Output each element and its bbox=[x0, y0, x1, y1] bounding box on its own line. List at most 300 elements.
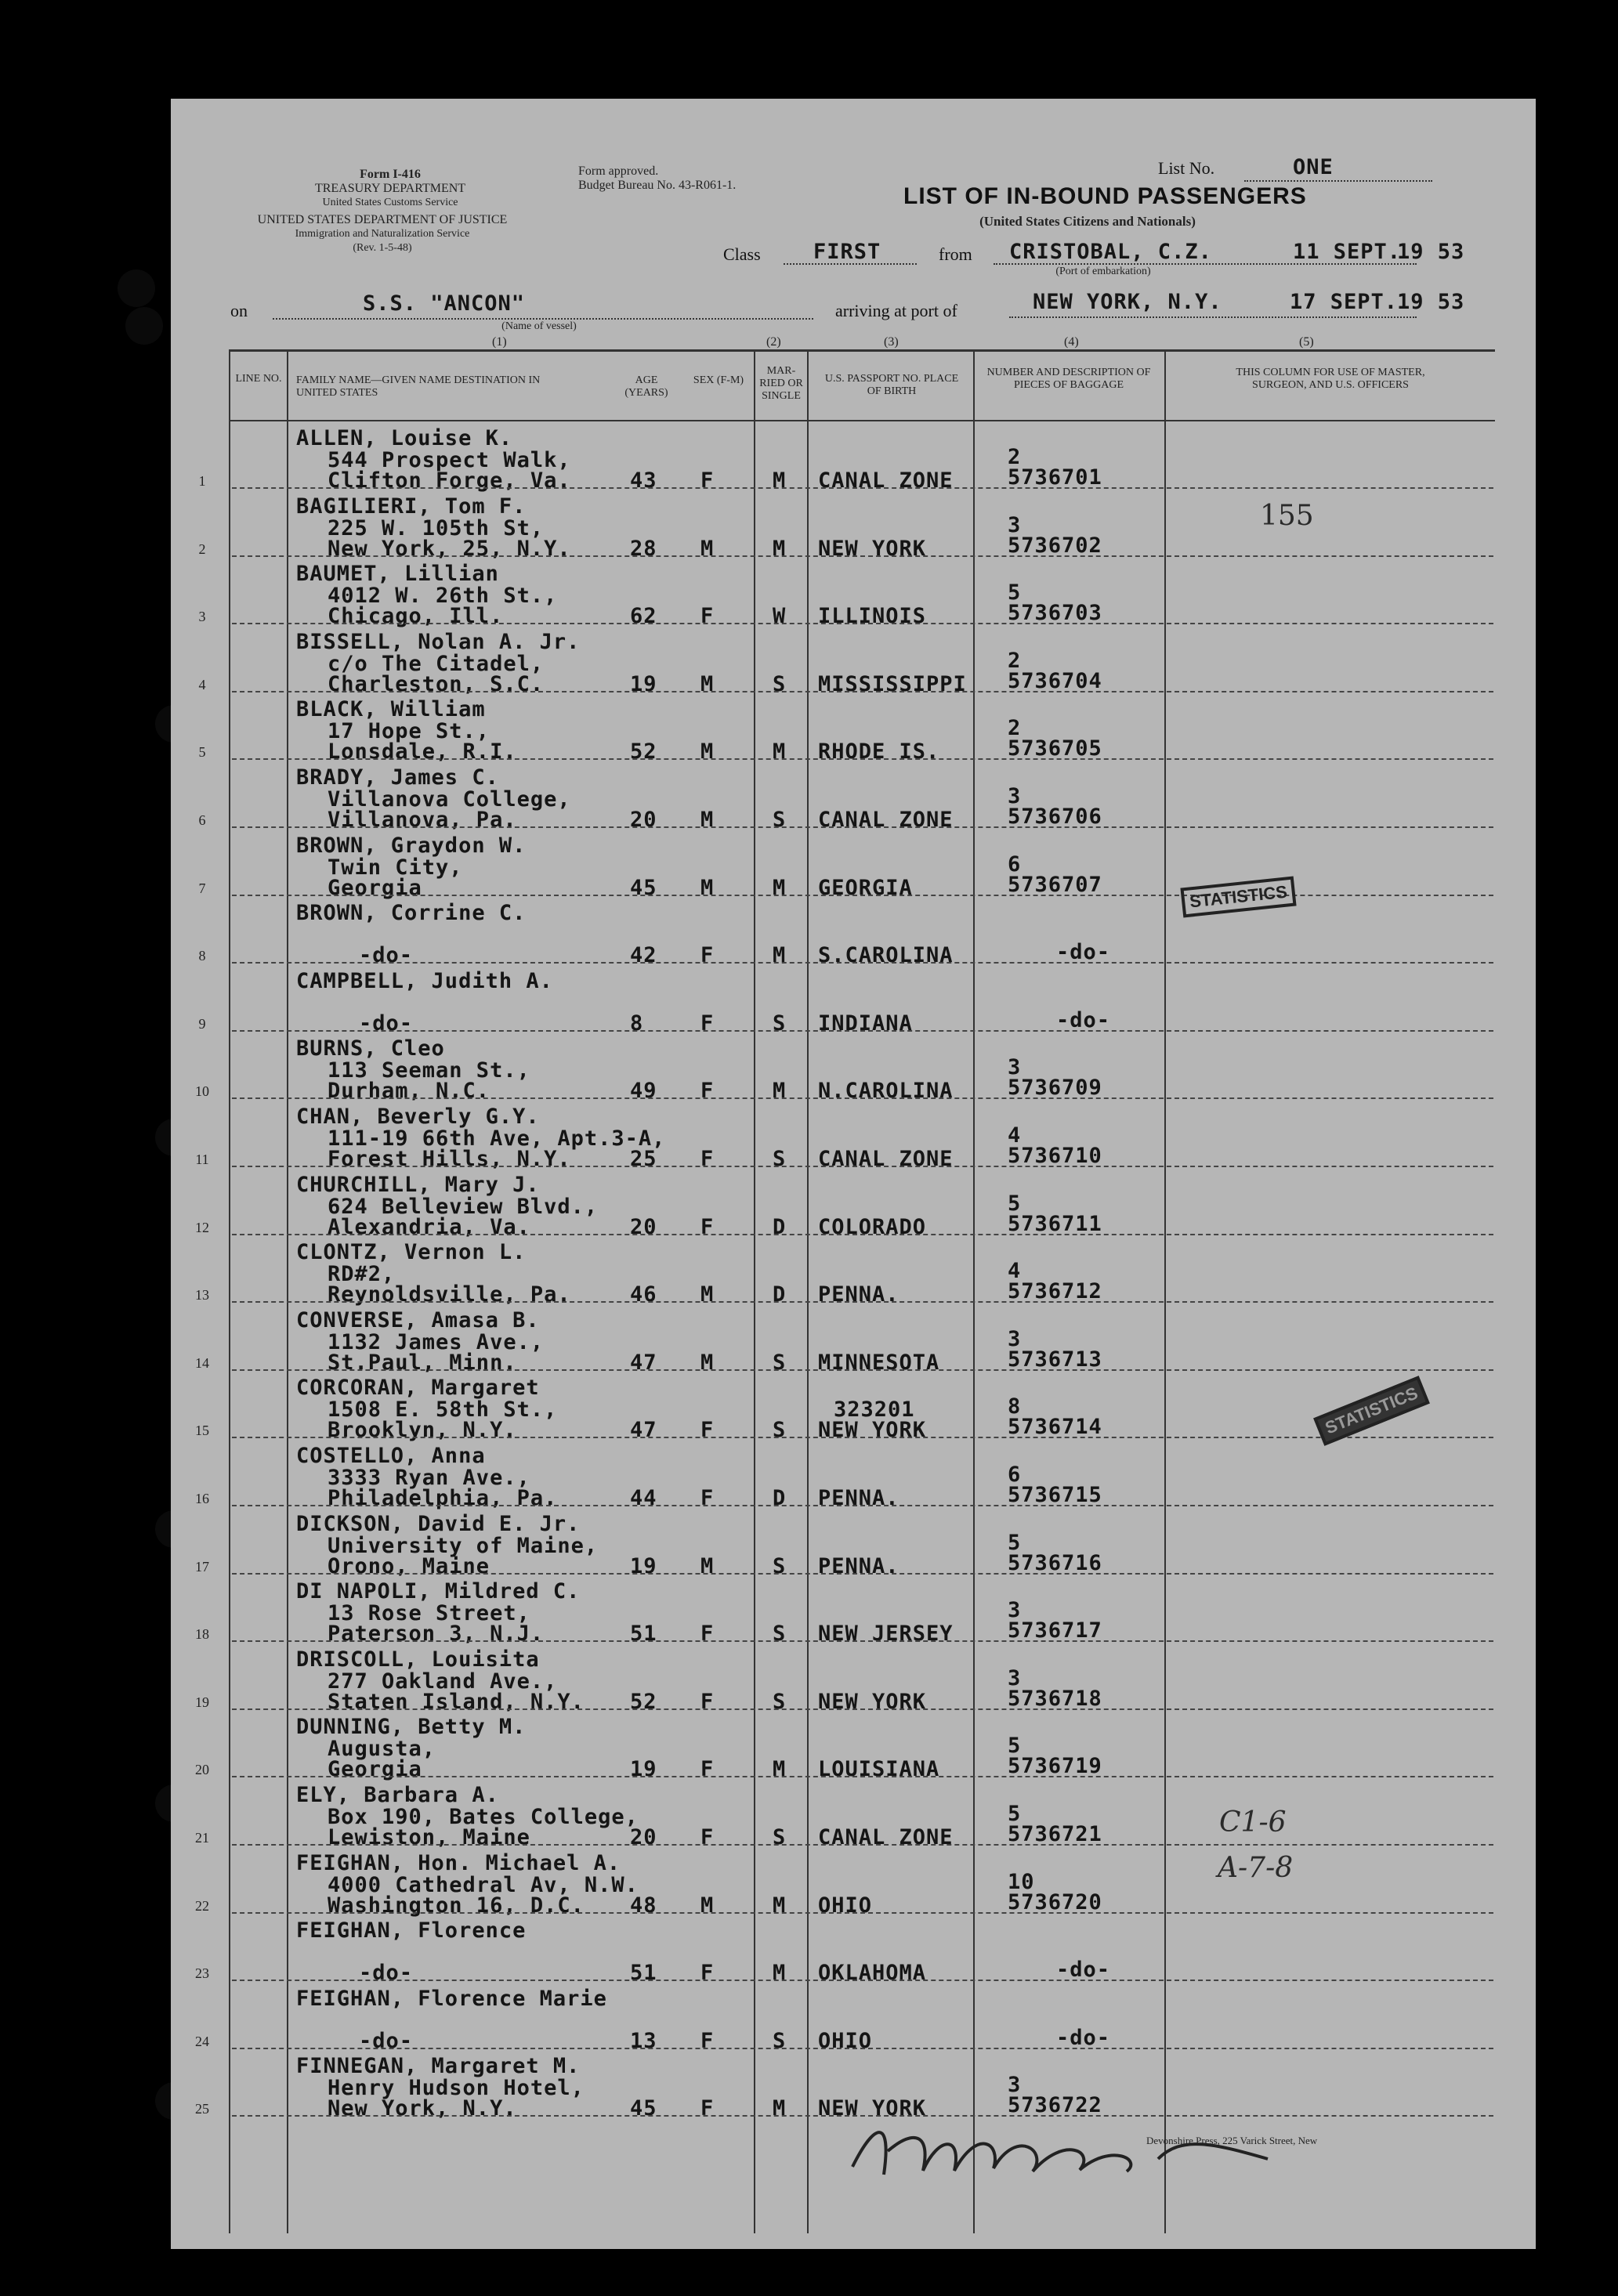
column-number-2: (2) bbox=[766, 335, 781, 349]
form-approved: Form approved. bbox=[578, 165, 659, 178]
address-line: 225 W. 105th St, bbox=[328, 515, 545, 541]
from-label: from bbox=[939, 244, 972, 264]
baggage-count: 3 bbox=[1008, 784, 1022, 808]
baggage-number: -do- bbox=[1056, 1958, 1111, 1983]
table-row bbox=[171, 421, 1536, 493]
baggage-number: 5736715 bbox=[1008, 1483, 1102, 1507]
sex-value: F bbox=[700, 1825, 715, 1849]
line-number: 16 bbox=[195, 1491, 209, 1506]
sex-value: F bbox=[700, 2028, 715, 2053]
birthplace: MINNESOTA bbox=[818, 1350, 940, 1375]
baggage-number: 5736721 bbox=[1008, 1822, 1102, 1846]
baggage-count: 10 bbox=[1008, 1869, 1035, 1894]
table-row bbox=[171, 1507, 1536, 1578]
address-city: New York, N.Y. bbox=[328, 2096, 517, 2121]
birthplace: N.CAROLINA bbox=[818, 1079, 954, 1104]
age-value: 42 bbox=[630, 943, 657, 968]
marital-status: W bbox=[773, 604, 787, 629]
baggage-count: 2 bbox=[1008, 648, 1022, 673]
baggage-number: 5736720 bbox=[1008, 1889, 1102, 1915]
address-line: 113 Seeman St., bbox=[328, 1058, 530, 1083]
baggage-number: -do- bbox=[1056, 2025, 1111, 2050]
table-row bbox=[171, 692, 1536, 765]
sex-value: M bbox=[700, 1350, 715, 1375]
age-value: 62 bbox=[630, 604, 657, 629]
address-city: -do- bbox=[359, 943, 414, 968]
address-line: 17 Hope St., bbox=[328, 719, 490, 744]
form-number: Form I-416 bbox=[360, 168, 421, 181]
passenger-name: BRADY, James C. bbox=[296, 765, 499, 790]
marital-status: M bbox=[773, 536, 787, 561]
age-value: 52 bbox=[630, 1689, 657, 1714]
marital-status: S bbox=[773, 1147, 787, 1171]
marital-status: S bbox=[773, 1553, 787, 1578]
baggage-count: 2 bbox=[1008, 445, 1022, 469]
address-city: Philadelphia, Pa. bbox=[328, 1486, 558, 1510]
address-line: RD#2, bbox=[328, 1262, 396, 1287]
address-line: Box 190, Bates College, bbox=[328, 1805, 639, 1829]
marital-status: M bbox=[773, 875, 787, 900]
birthplace: NEW YORK bbox=[818, 536, 927, 561]
age-value: 47 bbox=[630, 1350, 657, 1375]
address-line: Twin City, bbox=[328, 855, 463, 880]
address-line: c/o The Citadel, bbox=[328, 651, 545, 676]
arriving-label: arriving at port of bbox=[835, 301, 957, 320]
baggage-count: 5 bbox=[1008, 1530, 1022, 1555]
customs-service: United States Customs Service bbox=[322, 197, 458, 208]
table-row bbox=[171, 1778, 1536, 1849]
passenger-name: FINNEGAN, Margaret M. bbox=[296, 2054, 581, 2079]
sex-value: F bbox=[700, 1757, 715, 1782]
baggage-number: 5736709 bbox=[1008, 1076, 1102, 1101]
age-value: 46 bbox=[630, 1282, 657, 1307]
birthplace: NEW YORK bbox=[818, 2096, 927, 2121]
handwritten-note: A-7-8 bbox=[1218, 1852, 1294, 1884]
line-number: 9 bbox=[198, 1015, 206, 1032]
line-number: 14 bbox=[195, 1354, 209, 1371]
arrival-port: NEW YORK, N.Y. bbox=[1033, 290, 1222, 314]
arrival-year: 19 53 bbox=[1397, 290, 1465, 314]
sex-value: F bbox=[700, 468, 715, 493]
line-number: 23 bbox=[195, 1965, 209, 1982]
address-city: Paterson 3, N.J. bbox=[328, 1622, 545, 1647]
marital-status: S bbox=[773, 1689, 787, 1714]
passenger-name: CORCORAN, Margaret bbox=[296, 1376, 540, 1401]
birthplace: NEW JERSEY bbox=[818, 1622, 954, 1647]
arrival-underline bbox=[1009, 316, 1417, 318]
address-city: Lewiston, Maine bbox=[328, 1825, 530, 1849]
line-number: 25 bbox=[195, 2101, 209, 2117]
birthplace: CANAL ZONE bbox=[818, 468, 954, 493]
age-value: 8 bbox=[630, 1011, 644, 1036]
marital-status: S bbox=[773, 1418, 787, 1443]
address-city: Durham, N.C. bbox=[328, 1079, 490, 1104]
printer-imprint: Devonshire Press, 225 Varick Street, New bbox=[1146, 2135, 1318, 2146]
birthplace: CANAL ZONE bbox=[818, 808, 954, 832]
sex-value: M bbox=[700, 1553, 715, 1578]
age-value: 20 bbox=[630, 1214, 657, 1239]
age-value: 51 bbox=[630, 1622, 657, 1647]
baggage-count: 3 bbox=[1008, 1055, 1022, 1080]
passenger-name: CHURCHILL, Mary J. bbox=[296, 1172, 540, 1197]
marital-status: M bbox=[773, 468, 787, 493]
line-number: 5 bbox=[198, 744, 206, 761]
line-number: 4 bbox=[198, 676, 206, 692]
header-name: FAMILY NAME—GIVEN NAME DESTINATION IN UNITED STATES bbox=[296, 374, 541, 399]
form-revision: (Rev. 1-5-48) bbox=[353, 242, 412, 254]
statistics-stamp: STATISTICS bbox=[1180, 877, 1296, 918]
passport-number: 323201 bbox=[834, 1397, 915, 1423]
statistics-stamp: STATISTICS bbox=[1313, 1376, 1430, 1446]
address-city: Alexandria, Va. bbox=[328, 1214, 530, 1239]
birthplace: INDIANA bbox=[818, 1011, 913, 1036]
table-row bbox=[171, 1914, 1536, 1986]
line-number: 17 bbox=[195, 1558, 209, 1575]
marital-status: S bbox=[773, 2028, 787, 2053]
baggage-count: 6 bbox=[1008, 1463, 1022, 1487]
on-label: on bbox=[230, 301, 248, 320]
baggage-number: 5736714 bbox=[1008, 1415, 1102, 1440]
baggage-count: 5 bbox=[1008, 1802, 1022, 1826]
header-baggage: NUMBER AND DESCRIPTION OF PIECES OF BAGGAGE bbox=[986, 367, 1151, 391]
passenger-name: DUNNING, Betty M. bbox=[296, 1715, 527, 1740]
line-number: 22 bbox=[195, 1897, 209, 1914]
baggage-count: 4 bbox=[1008, 1123, 1022, 1148]
line-number: 20 bbox=[195, 1762, 209, 1778]
address-line: 4000 Cathedral Av, N.W. bbox=[328, 1872, 639, 1897]
marital-status: S bbox=[773, 808, 787, 832]
address-line: 277 Oakland Ave., bbox=[328, 1669, 558, 1694]
baggage-count: 3 bbox=[1008, 1598, 1022, 1623]
vessel-name: S.S. "ANCON" bbox=[363, 291, 526, 316]
passenger-name: CHAN, Beverly G.Y. bbox=[296, 1105, 540, 1129]
passenger-name: CLONTZ, Vernon L. bbox=[296, 1240, 527, 1265]
table-row bbox=[171, 1100, 1536, 1171]
baggage-number: 5736719 bbox=[1008, 1754, 1102, 1779]
age-value: 20 bbox=[630, 808, 657, 832]
age-value: 45 bbox=[630, 2096, 657, 2121]
baggage-number: 5736704 bbox=[1008, 668, 1102, 693]
sex-value: M bbox=[700, 536, 715, 561]
age-value: 43 bbox=[630, 468, 657, 493]
sex-value: M bbox=[700, 875, 715, 900]
birthplace: PENNA. bbox=[818, 1553, 899, 1578]
header-line-no: LINE NO. bbox=[235, 373, 282, 385]
punch-hole bbox=[118, 269, 155, 307]
marital-status: S bbox=[773, 671, 787, 696]
birthplace: OHIO bbox=[818, 2028, 873, 2053]
address-line: 3333 Ryan Ave., bbox=[328, 1466, 530, 1490]
sex-value: F bbox=[700, 1961, 715, 1986]
address-line: 624 Belleview Blvd., bbox=[328, 1194, 599, 1219]
address-city: Brooklyn, N.Y. bbox=[328, 1418, 517, 1443]
sex-value: F bbox=[700, 1214, 715, 1239]
column-number-3: (3) bbox=[884, 335, 899, 349]
address-city: -do- bbox=[359, 1011, 414, 1036]
address-city: Clifton Forge, Va. bbox=[328, 468, 571, 493]
treasury-dept: TREASURY DEPARTMENT bbox=[314, 182, 466, 195]
passenger-name: DI NAPOLI, Mildred C. bbox=[296, 1579, 581, 1604]
baggage-count: 3 bbox=[1008, 1665, 1022, 1690]
passenger-name: BAUMET, Lillian bbox=[296, 562, 499, 587]
baggage-number: 5736703 bbox=[1008, 601, 1102, 626]
address-city: Staten Island, N.Y. bbox=[328, 1689, 585, 1714]
address-city: Washington 16, D.C. bbox=[328, 1893, 585, 1918]
address-line: 4012 W. 26th St., bbox=[328, 584, 558, 609]
passenger-list-page bbox=[171, 99, 1536, 2249]
baggage-count: 5 bbox=[1008, 580, 1022, 606]
sex-value: M bbox=[700, 1282, 715, 1307]
birthplace: PENNA. bbox=[818, 1282, 899, 1307]
birthplace: ILLINOIS bbox=[818, 604, 927, 629]
baggage-number: 5736713 bbox=[1008, 1347, 1102, 1372]
column-number-5: (5) bbox=[1299, 335, 1314, 349]
birthplace: S.CAROLINA bbox=[818, 943, 954, 968]
baggage-number: -do- bbox=[1056, 1007, 1111, 1032]
table-row bbox=[171, 1710, 1536, 1782]
ins-service: Immigration and Naturalization Service bbox=[295, 228, 470, 240]
class-value: FIRST bbox=[813, 240, 881, 264]
baggage-count: 2 bbox=[1008, 716, 1022, 741]
address-city: Villanova, Pa. bbox=[328, 808, 517, 832]
port-caption: (Port of embarkation) bbox=[1055, 266, 1151, 277]
birthplace: OHIO bbox=[818, 1893, 873, 1918]
marital-status: M bbox=[773, 739, 787, 765]
age-value: 25 bbox=[630, 1147, 657, 1171]
address-city: Charleston, S.C. bbox=[328, 671, 545, 696]
address-city: Georgia bbox=[328, 1757, 422, 1782]
table-row bbox=[171, 1168, 1536, 1239]
baggage-number: 5736722 bbox=[1008, 2093, 1102, 2118]
table-top-rule bbox=[229, 349, 1495, 352]
form-subtitle: (United States Citizens and Nationals) bbox=[979, 214, 1196, 229]
birthplace: LOUISIANA bbox=[818, 1757, 940, 1782]
header-sex: SEX (F-M) bbox=[693, 374, 744, 386]
address-city: Lonsdale, R.I. bbox=[328, 739, 517, 765]
vessel-caption: (Name of vessel) bbox=[501, 320, 577, 332]
age-value: 19 bbox=[630, 1757, 657, 1782]
address-city: -do- bbox=[359, 1961, 414, 1986]
sex-value: F bbox=[700, 1622, 715, 1647]
address-line: 1508 E. 58th St., bbox=[328, 1397, 558, 1423]
passenger-name: ALLEN, Louise K. bbox=[296, 426, 513, 450]
header-officers: THIS COLUMN FOR USE OF MASTER, SURGEON, AND U.S. OFFICERS bbox=[1236, 367, 1425, 391]
sex-value: M bbox=[700, 671, 715, 696]
punch-hole bbox=[125, 307, 163, 345]
table-row bbox=[171, 1439, 1536, 1510]
birthplace: CANAL ZONE bbox=[818, 1147, 954, 1171]
marital-status: M bbox=[773, 1079, 787, 1104]
age-value: 20 bbox=[630, 1825, 657, 1849]
passenger-name: BURNS, Cleo bbox=[296, 1036, 445, 1061]
marital-status: S bbox=[773, 1825, 787, 1849]
address-line: Henry Hudson Hotel, bbox=[328, 2076, 585, 2101]
marital-status: S bbox=[773, 1011, 787, 1036]
birthplace: MISSISSIPPI bbox=[818, 671, 967, 696]
address-city: Orono, Maine bbox=[328, 1553, 490, 1578]
passenger-name: CONVERSE, Amasa B. bbox=[296, 1307, 540, 1332]
birthplace: GEORGIA bbox=[818, 875, 913, 900]
baggage-count: 5 bbox=[1008, 1734, 1022, 1759]
birthplace: NEW YORK bbox=[818, 1418, 927, 1443]
baggage-count: 4 bbox=[1008, 1259, 1022, 1284]
birthplace: PENNA. bbox=[818, 1486, 899, 1510]
table-row bbox=[171, 964, 1536, 1036]
passenger-name: COSTELLO, Anna bbox=[296, 1444, 486, 1468]
baggage-number: 5736702 bbox=[1008, 533, 1102, 558]
baggage-count: 5 bbox=[1008, 1191, 1022, 1216]
marital-status: S bbox=[773, 1622, 787, 1647]
address-city: New York, 25, N.Y. bbox=[328, 536, 571, 561]
header-passport: U.S. PASSPORT NO. PLACE OF BIRTH bbox=[824, 373, 959, 397]
sex-value: F bbox=[700, 1079, 715, 1104]
line-number: 21 bbox=[195, 1830, 209, 1846]
birthplace: OKLAHOMA bbox=[818, 1961, 927, 1986]
list-no-value: ONE bbox=[1293, 155, 1334, 179]
line-number: 3 bbox=[198, 609, 206, 625]
baggage-count: 8 bbox=[1008, 1394, 1022, 1419]
handwritten-155: 155 bbox=[1260, 500, 1314, 532]
line-number: 6 bbox=[198, 812, 206, 828]
marital-status: M bbox=[773, 1961, 787, 1986]
passenger-name: BAGILIERI, Tom F. bbox=[296, 494, 527, 519]
birthplace: RHODE IS. bbox=[818, 739, 940, 765]
table-row bbox=[171, 1235, 1536, 1307]
marital-status: M bbox=[773, 2096, 787, 2121]
address-city: St.Paul, Minn. bbox=[328, 1350, 517, 1375]
baggage-number: 5736701 bbox=[1008, 465, 1102, 490]
baggage-number: 5736705 bbox=[1008, 736, 1102, 761]
arrival-date: 17 SEPT. bbox=[1290, 290, 1399, 314]
table-row bbox=[171, 761, 1536, 832]
age-value: 28 bbox=[630, 536, 657, 561]
table-row bbox=[171, 625, 1536, 696]
column-number-4: (4) bbox=[1064, 335, 1079, 349]
marital-status: D bbox=[773, 1214, 787, 1239]
marital-status: S bbox=[773, 1350, 787, 1375]
passenger-name: BROWN, Corrine C. bbox=[296, 901, 527, 926]
form-title: LIST OF IN-BOUND PASSENGERS bbox=[903, 183, 1307, 209]
address-line: 111-19 66th Ave, Apt.3-A, bbox=[328, 1126, 666, 1151]
sex-value: F bbox=[700, 1486, 715, 1510]
baggage-number: 5736718 bbox=[1008, 1686, 1102, 1711]
passenger-name: FEIGHAN, Hon. Michael A. bbox=[296, 1850, 621, 1875]
passenger-name: FEIGHAN, Florence Marie bbox=[296, 1986, 607, 2011]
line-number: 15 bbox=[195, 1423, 209, 1439]
baggage-number: 5736710 bbox=[1008, 1144, 1102, 1168]
header-married: MAR-RIED OR SINGLE bbox=[759, 365, 803, 402]
marital-status: D bbox=[773, 1486, 787, 1510]
from-port: CRISTOBAL, C.Z. bbox=[1009, 240, 1212, 264]
address-line: 13 Rose Street, bbox=[328, 1601, 530, 1626]
address-line: Augusta, bbox=[328, 1737, 436, 1762]
table-row bbox=[171, 1032, 1536, 1104]
age-value: 13 bbox=[630, 2028, 657, 2053]
line-number: 1 bbox=[198, 473, 206, 489]
birthplace: COLORADO bbox=[818, 1214, 927, 1239]
baggage-number: 5736711 bbox=[1008, 1211, 1102, 1236]
passenger-name: BLACK, William bbox=[296, 697, 486, 722]
table-row bbox=[171, 829, 1536, 900]
budget-bureau: Budget Bureau No. 43-R061-1. bbox=[578, 179, 737, 192]
line-number: 24 bbox=[195, 2033, 209, 2049]
baggage-count: 6 bbox=[1008, 852, 1022, 877]
line-number: 10 bbox=[195, 1083, 209, 1100]
address-line: 544 Prospect Walk, bbox=[328, 448, 571, 472]
line-number: 18 bbox=[195, 1626, 209, 1643]
address-line: 1132 James Ave., bbox=[328, 1329, 545, 1354]
class-underline bbox=[784, 263, 917, 265]
address-line: University of Maine, bbox=[328, 1533, 599, 1558]
baggage-number: 5736707 bbox=[1008, 872, 1102, 897]
header-age: AGE (YEARS) bbox=[624, 374, 668, 399]
baggage-number: 5736716 bbox=[1008, 1550, 1102, 1575]
birthplace: NEW YORK bbox=[818, 1689, 927, 1714]
sex-value: F bbox=[700, 1418, 715, 1443]
line-number: 2 bbox=[198, 541, 206, 557]
marital-status: M bbox=[773, 1893, 787, 1918]
table-row bbox=[171, 1846, 1536, 1918]
passenger-name: DICKSON, David E. Jr. bbox=[296, 1511, 581, 1536]
age-value: 47 bbox=[630, 1418, 657, 1443]
sex-value: F bbox=[700, 943, 715, 968]
sex-value: M bbox=[700, 739, 715, 765]
line-number: 12 bbox=[195, 1219, 209, 1235]
marital-status: M bbox=[773, 943, 787, 968]
handwritten-note: C1-6 bbox=[1219, 1806, 1287, 1839]
class-label: Class bbox=[723, 244, 761, 264]
table-row bbox=[171, 1575, 1536, 1647]
address-city: Chicago, Ill. bbox=[328, 604, 504, 629]
passenger-name: BROWN, Graydon W. bbox=[296, 833, 527, 858]
passenger-name: ELY, Barbara A. bbox=[296, 1783, 499, 1807]
marital-status: M bbox=[773, 1757, 787, 1782]
age-value: 19 bbox=[630, 671, 657, 696]
passenger-name: FEIGHAN, Florence bbox=[296, 1918, 527, 1943]
birthplace: CANAL ZONE bbox=[818, 1825, 954, 1849]
passenger-name: DRISCOLL, Louisita bbox=[296, 1647, 540, 1672]
baggage-number: 5736712 bbox=[1008, 1279, 1102, 1304]
baggage-number: -do- bbox=[1056, 940, 1111, 965]
baggage-number: 5736717 bbox=[1008, 1618, 1102, 1643]
sex-value: F bbox=[700, 1689, 715, 1714]
age-value: 19 bbox=[630, 1553, 657, 1578]
baggage-count: 3 bbox=[1008, 512, 1022, 537]
line-number: 13 bbox=[195, 1287, 209, 1303]
line-number: 11 bbox=[195, 1152, 209, 1167]
passenger-name: CAMPBELL, Judith A. bbox=[296, 968, 553, 993]
baggage-number: 5736706 bbox=[1008, 805, 1102, 829]
list-no-underline bbox=[1244, 180, 1432, 182]
baggage-count: 3 bbox=[1008, 2073, 1022, 2098]
age-value: 49 bbox=[630, 1079, 657, 1104]
age-value: 48 bbox=[630, 1893, 657, 1918]
address-city: -do- bbox=[359, 2028, 414, 2053]
age-value: 52 bbox=[630, 739, 657, 765]
departure-date: 11 SEPT. bbox=[1293, 240, 1402, 264]
age-value: 44 bbox=[630, 1486, 657, 1510]
table-row bbox=[171, 1303, 1536, 1375]
sex-value: M bbox=[700, 1893, 715, 1918]
line-number: 8 bbox=[198, 948, 206, 964]
passenger-name: BISSELL, Nolan A. Jr. bbox=[296, 629, 581, 654]
line-number: 7 bbox=[198, 880, 206, 896]
sex-value: F bbox=[700, 604, 715, 629]
departure-year: 19 53 bbox=[1397, 240, 1465, 264]
list-no-label: List No. bbox=[1158, 158, 1215, 178]
sex-value: F bbox=[700, 1011, 715, 1036]
marital-status: D bbox=[773, 1282, 787, 1307]
